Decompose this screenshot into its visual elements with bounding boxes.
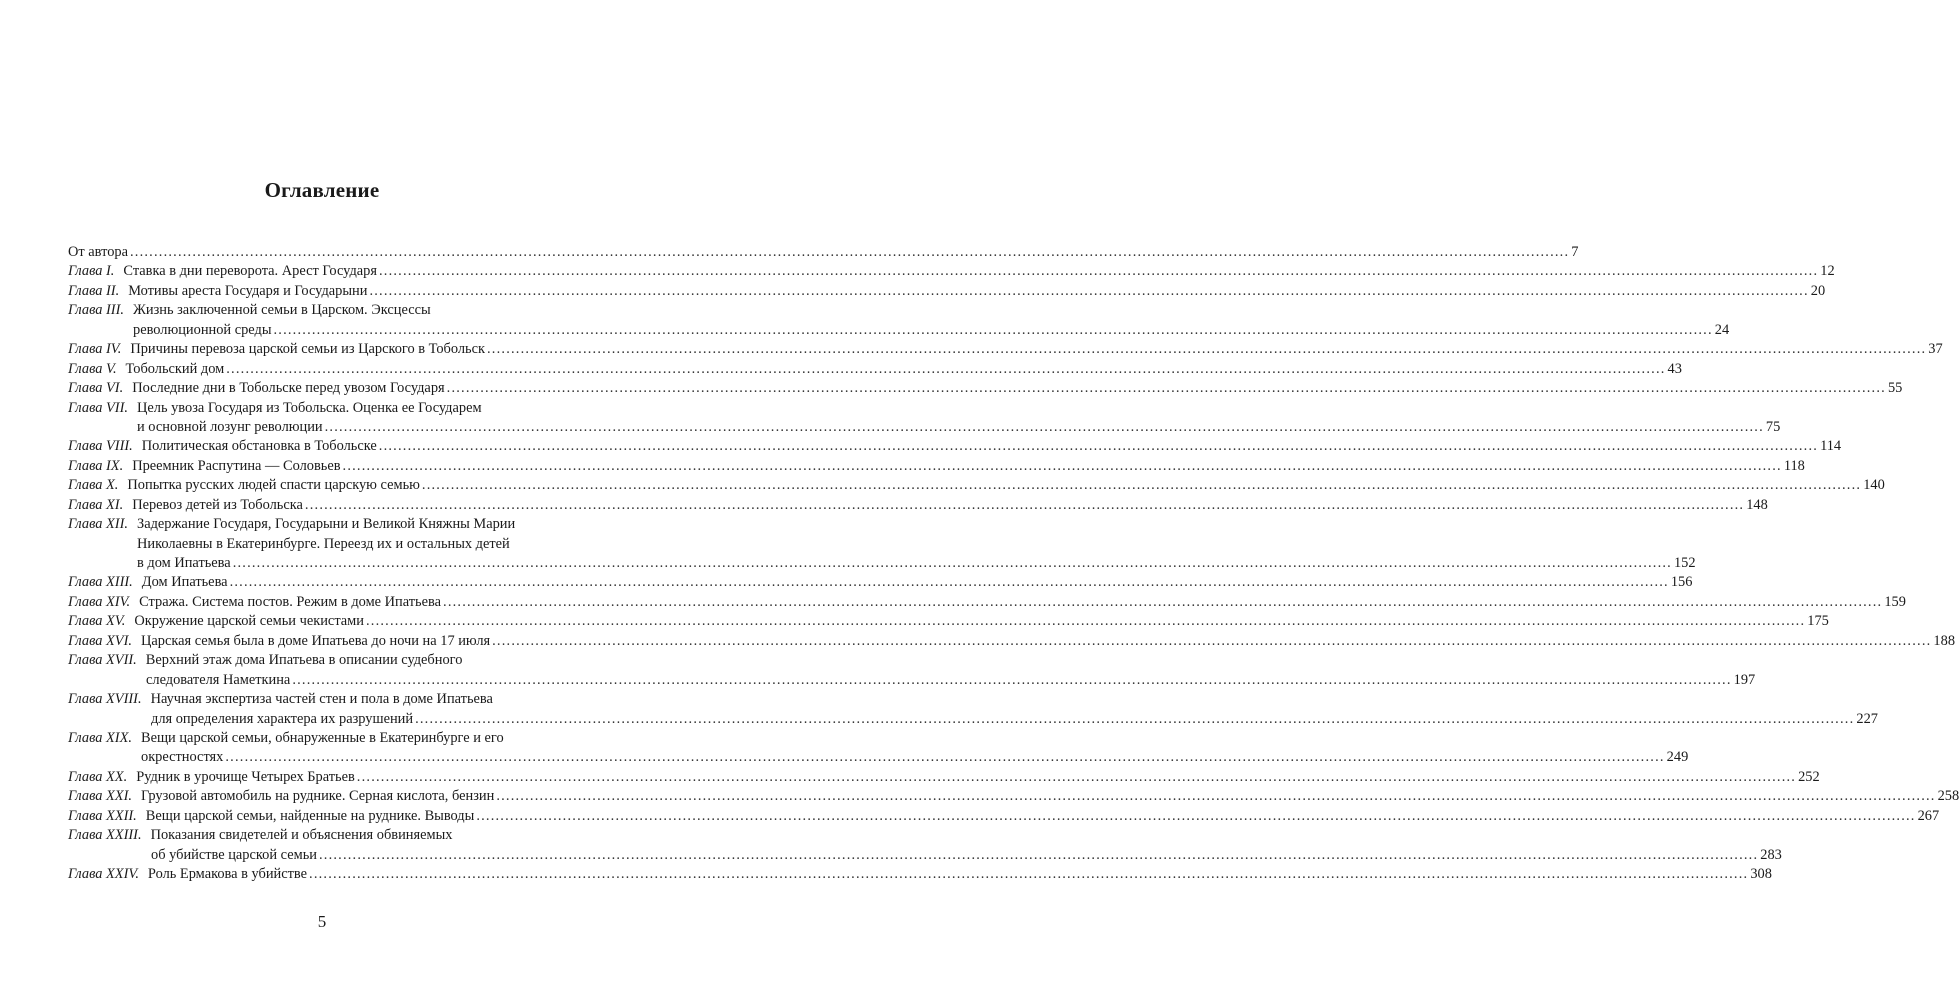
chapter-title: Политическая обстановка в Тобольске: [141, 438, 377, 455]
dot-leader: ............................................................................................................................................................................................................................................................................................................: [304, 496, 1745, 513]
toc-entry: [68, 826, 1782, 865]
chapter-label: Глава XIII.: [68, 574, 133, 591]
toc-entry: [68, 593, 1906, 612]
toc-entry: [68, 282, 1826, 301]
dot-leader: ............................................................................................................................................................................................................................................................................................................: [421, 477, 1862, 494]
toc-entry: [68, 243, 1579, 262]
chapter-label: Глава V.: [68, 360, 117, 377]
dot-leader: ............................................................................................................................................................................................................................................................................................................: [226, 360, 1666, 377]
chapter-label: Глава VIII.: [68, 438, 133, 455]
chapter-label: Глава X.: [68, 477, 119, 494]
dot-leader: ............................................................................................................................................................................................................................................................................................................: [225, 749, 1665, 766]
dot-leader: ............................................................................................................................................................................................................................................................................................................: [476, 807, 1916, 824]
page-ref: 159: [1884, 593, 1906, 610]
chapter-title: для определения характера их разрушений: [151, 710, 414, 727]
page-ref: 175: [1807, 613, 1829, 630]
dot-leader: ............................................................................................................................................................................................................................................................................................................: [229, 574, 1669, 591]
chapter-label: Глава VII.: [68, 399, 128, 416]
toc-entry-line: [68, 243, 1579, 262]
table-of-contents: [68, 243, 1959, 884]
chapter-label: Глава II.: [68, 282, 120, 299]
toc-entry-line: [68, 748, 1689, 767]
page-ref: 37: [1928, 341, 1943, 358]
chapter-label: Глава XI.: [68, 496, 124, 513]
toc-entry: [68, 457, 1805, 476]
page-ref: 7: [1571, 244, 1579, 260]
page-ref: 197: [1733, 671, 1756, 688]
page-ref: 140: [1863, 477, 1885, 494]
toc-entry-line: [68, 554, 1696, 573]
chapter-title: Верхний этаж дома Ипатьева в описании судебного: [145, 652, 463, 669]
chapter-label: Глава VI.: [68, 380, 124, 397]
chapter-title: Стража. Система постов. Режим в доме Ипатьева: [139, 593, 442, 610]
page-ref: 118: [1783, 457, 1805, 474]
dot-leader: ............................................................................................................................................................................................................................................................................................................: [273, 321, 1713, 338]
toc-entry-line: [68, 535, 552, 554]
chapter-title: Цель увоза Государя из Тобольска. Оценка ее Государем: [136, 399, 482, 416]
chapter-title: Ставка в дни переворота. Арест Государя: [123, 263, 377, 280]
toc-entry: [68, 515, 1696, 573]
chapter-label: Глава XV.: [68, 613, 126, 630]
toc-entry: [68, 360, 1682, 379]
toc-entry: [68, 690, 1878, 729]
toc-entry-line: [68, 807, 1940, 826]
page-ref: 188: [1933, 632, 1956, 649]
toc-entry: [68, 437, 1842, 456]
toc-entry: [68, 632, 1956, 651]
chapter-title: Мотивы ареста Государя и Государыни: [128, 282, 368, 299]
chapter-title: Тобольский дом: [125, 360, 225, 377]
toc-entry-line: [68, 826, 552, 845]
chapter-title: Рудник в урочище Четырех Братьев: [136, 768, 355, 785]
page-ref: 12: [1820, 263, 1835, 280]
page-ref: 24: [1714, 321, 1730, 338]
dot-leader: ............................................................................................................................................................................................................................................................................................................: [309, 866, 1749, 882]
page-ref: 249: [1666, 749, 1689, 766]
chapter-label: Глава XX.: [68, 768, 128, 785]
toc-entry-line: [68, 787, 1959, 806]
chapter-label: Глава XII.: [68, 516, 128, 533]
dot-leader: ............................................................................................................................................................................................................................................................................................................: [487, 341, 1927, 358]
toc-entry-line: [68, 437, 1842, 456]
chapter-title: окрестностях: [141, 749, 224, 766]
toc-entry-line: [68, 457, 1805, 476]
page-ref: 152: [1673, 555, 1696, 571]
dot-leader: ............................................................................................................................................................................................................................................................................................................: [378, 263, 1819, 280]
chapter-title: Жизнь заключенной семьи в Царском. Эксцессы: [132, 302, 431, 319]
dot-leader: ............................................................................................................................................................................................................................................................................................................: [292, 671, 1732, 688]
toc-entry: [68, 787, 1959, 806]
toc-entry-line: [68, 476, 1885, 495]
dot-leader: ............................................................................................................................................................................................................................................................................................................: [129, 244, 1570, 260]
page-ref: 227: [1856, 710, 1878, 727]
dot-leader: ............................................................................................................................................................................................................................................................................................................: [324, 418, 1764, 435]
toc-entry-line: [68, 671, 1756, 690]
chapter-title: Грузовой автомобиль на руднике. Серная кислота, бензин: [140, 788, 495, 805]
toc-entry-line: [68, 321, 1730, 340]
toc-entry: [68, 807, 1940, 826]
dot-leader: ............................................................................................................................................................................................................................................................................................................: [365, 613, 1806, 630]
toc-entry-line: [68, 340, 1943, 359]
chapter-label: Глава IX.: [68, 457, 124, 474]
chapter-label: Глава III.: [68, 302, 124, 319]
toc-entry-line: [68, 418, 1781, 437]
toc-entry-line: [68, 768, 1820, 787]
chapter-title: и основной лозунг революции: [137, 418, 323, 435]
page-ref: 43: [1667, 360, 1682, 377]
chapter-title: следователя Наметкина: [146, 671, 291, 688]
toc-entry: [68, 612, 1829, 631]
toc-entry-line: [68, 282, 1826, 301]
dot-leader: ............................................................................................................................................................................................................................................................................................................: [318, 846, 1759, 863]
toc-entry-line: [68, 360, 1682, 379]
toc-entry-line: [68, 729, 552, 748]
chapter-title: От автора: [68, 244, 128, 260]
chapter-title: Вещи царской семьи, найденные на руднике. Выводы: [145, 807, 475, 824]
chapter-title: Окружение царской семьи чекистами: [134, 613, 364, 630]
toc-entry-line: [68, 301, 552, 320]
chapter-title: об убийстве царской семьи: [151, 846, 317, 863]
toc-entry-line: [68, 515, 552, 534]
dot-leader: ............................................................................................................................................................................................................................................................................................................: [496, 788, 1936, 805]
dot-leader: ............................................................................................................................................................................................................................................................................................................: [415, 710, 1855, 727]
page-ref: 252: [1798, 768, 1820, 785]
chapter-title: Николаевны в Екатеринбурге. Переезд их и остальных детей: [137, 535, 510, 552]
toc-entry: [68, 651, 1756, 690]
chapter-title: Царская семья была в доме Ипатьева до ночи на 17 июля: [140, 632, 491, 649]
chapter-label: Глава XXIV.: [68, 866, 139, 882]
chapter-title: в дом Ипатьева: [137, 555, 231, 571]
toc-entry-line: [68, 865, 1772, 884]
chapter-title: Попытка русских людей спасти царскую семью: [127, 477, 420, 494]
chapter-label: Глава IV.: [68, 341, 122, 358]
toc-entry: [68, 262, 1835, 281]
chapter-title: Задержание Государя, Государыни и Великой Княжны Марии: [136, 516, 516, 533]
chapter-label: Глава XVIII.: [68, 691, 142, 708]
chapter-title: Научная экспертиза частей стен и пола в доме Ипатьева: [150, 691, 493, 708]
chapter-label: Глава XVII.: [68, 652, 137, 669]
toc-entry: [68, 729, 1689, 768]
dot-leader: ............................................................................................................................................................................................................................................................................................................: [356, 768, 1797, 785]
toc-entry-line: [68, 496, 1768, 515]
page-ref: 283: [1760, 846, 1782, 863]
toc-entry: [68, 768, 1820, 787]
dot-leader: ............................................................................................................................................................................................................................................................................................................: [369, 282, 1809, 299]
page-ref: 55: [1887, 380, 1903, 397]
toc-entry: [68, 573, 1693, 592]
chapter-title: Показания свидетелей и объяснения обвиняемых: [150, 827, 453, 844]
toc-entry-line: [68, 262, 1835, 281]
chapter-label: Глава XXII.: [68, 807, 137, 824]
dot-leader: ............................................................................................................................................................................................................................................................................................................: [232, 555, 1672, 571]
chapter-title: Дом Ипатьева: [141, 574, 228, 591]
toc-entry: [68, 399, 1781, 438]
chapter-title: революционной среды: [133, 321, 272, 338]
page-ref: 148: [1746, 496, 1768, 513]
toc-entry: [68, 865, 1772, 884]
chapter-label: Глава XXIII.: [68, 827, 142, 844]
chapter-label: Глава XXI.: [68, 788, 132, 805]
chapter-title: Последние дни в Тобольске перед увозом Государя: [132, 380, 445, 397]
page-number: 5: [317, 912, 327, 931]
page-ref: 308: [1750, 866, 1772, 882]
toc-entry: [68, 379, 1903, 398]
toc-entry-line: [68, 846, 1782, 865]
toc-entry-line: [68, 399, 552, 418]
toc-entry: [68, 496, 1768, 515]
dot-leader: ............................................................................................................................................................................................................................................................................................................: [443, 593, 1883, 610]
toc-entry-line: [68, 651, 552, 670]
toc-entry-line: [68, 710, 1878, 729]
toc-entry-line: [68, 612, 1829, 631]
toc-entry-line: [68, 379, 1903, 398]
dot-leader: ............................................................................................................................................................................................................................................................................................................: [492, 632, 1932, 649]
page-title: Оглавление: [264, 178, 380, 202]
page-ref: 156: [1670, 574, 1693, 591]
page-ref: 20: [1810, 282, 1826, 299]
chapter-title: Роль Ермакова в убийстве: [147, 866, 308, 882]
chapter-label: Глава XIV.: [68, 593, 131, 610]
dot-leader: ............................................................................................................................................................................................................................................................................................................: [378, 438, 1819, 455]
page-ref: 267: [1917, 807, 1940, 824]
toc-entry: [68, 476, 1885, 495]
toc-entry-line: [68, 632, 1956, 651]
toc-entry: [68, 340, 1943, 359]
dot-leader: ............................................................................................................................................................................................................................................................................................................: [342, 457, 1782, 474]
chapter-title: Перевоз детей из Тобольска: [132, 496, 303, 513]
chapter-label: Глава XIX.: [68, 729, 132, 746]
toc-entry-line: [68, 690, 552, 709]
toc-entry-line: [68, 573, 1693, 592]
page-ref: 258: [1937, 788, 1959, 805]
page-ref: 114: [1820, 438, 1842, 455]
toc-entry: [68, 301, 1730, 340]
page-ref: 75: [1765, 418, 1781, 435]
dot-leader: ............................................................................................................................................................................................................................................................................................................: [446, 380, 1886, 397]
chapter-label: Глава XVI.: [68, 632, 132, 649]
toc-entry-line: [68, 593, 1906, 612]
chapter-title: Причины перевоза царской семьи из Царского в Тобольск: [130, 341, 485, 358]
chapter-title: Преемник Распутина — Соловьев: [132, 457, 341, 474]
chapter-title: Вещи царской семьи, обнаруженные в Екатеринбурге и его: [140, 729, 504, 746]
chapter-label: Глава I.: [68, 263, 115, 280]
